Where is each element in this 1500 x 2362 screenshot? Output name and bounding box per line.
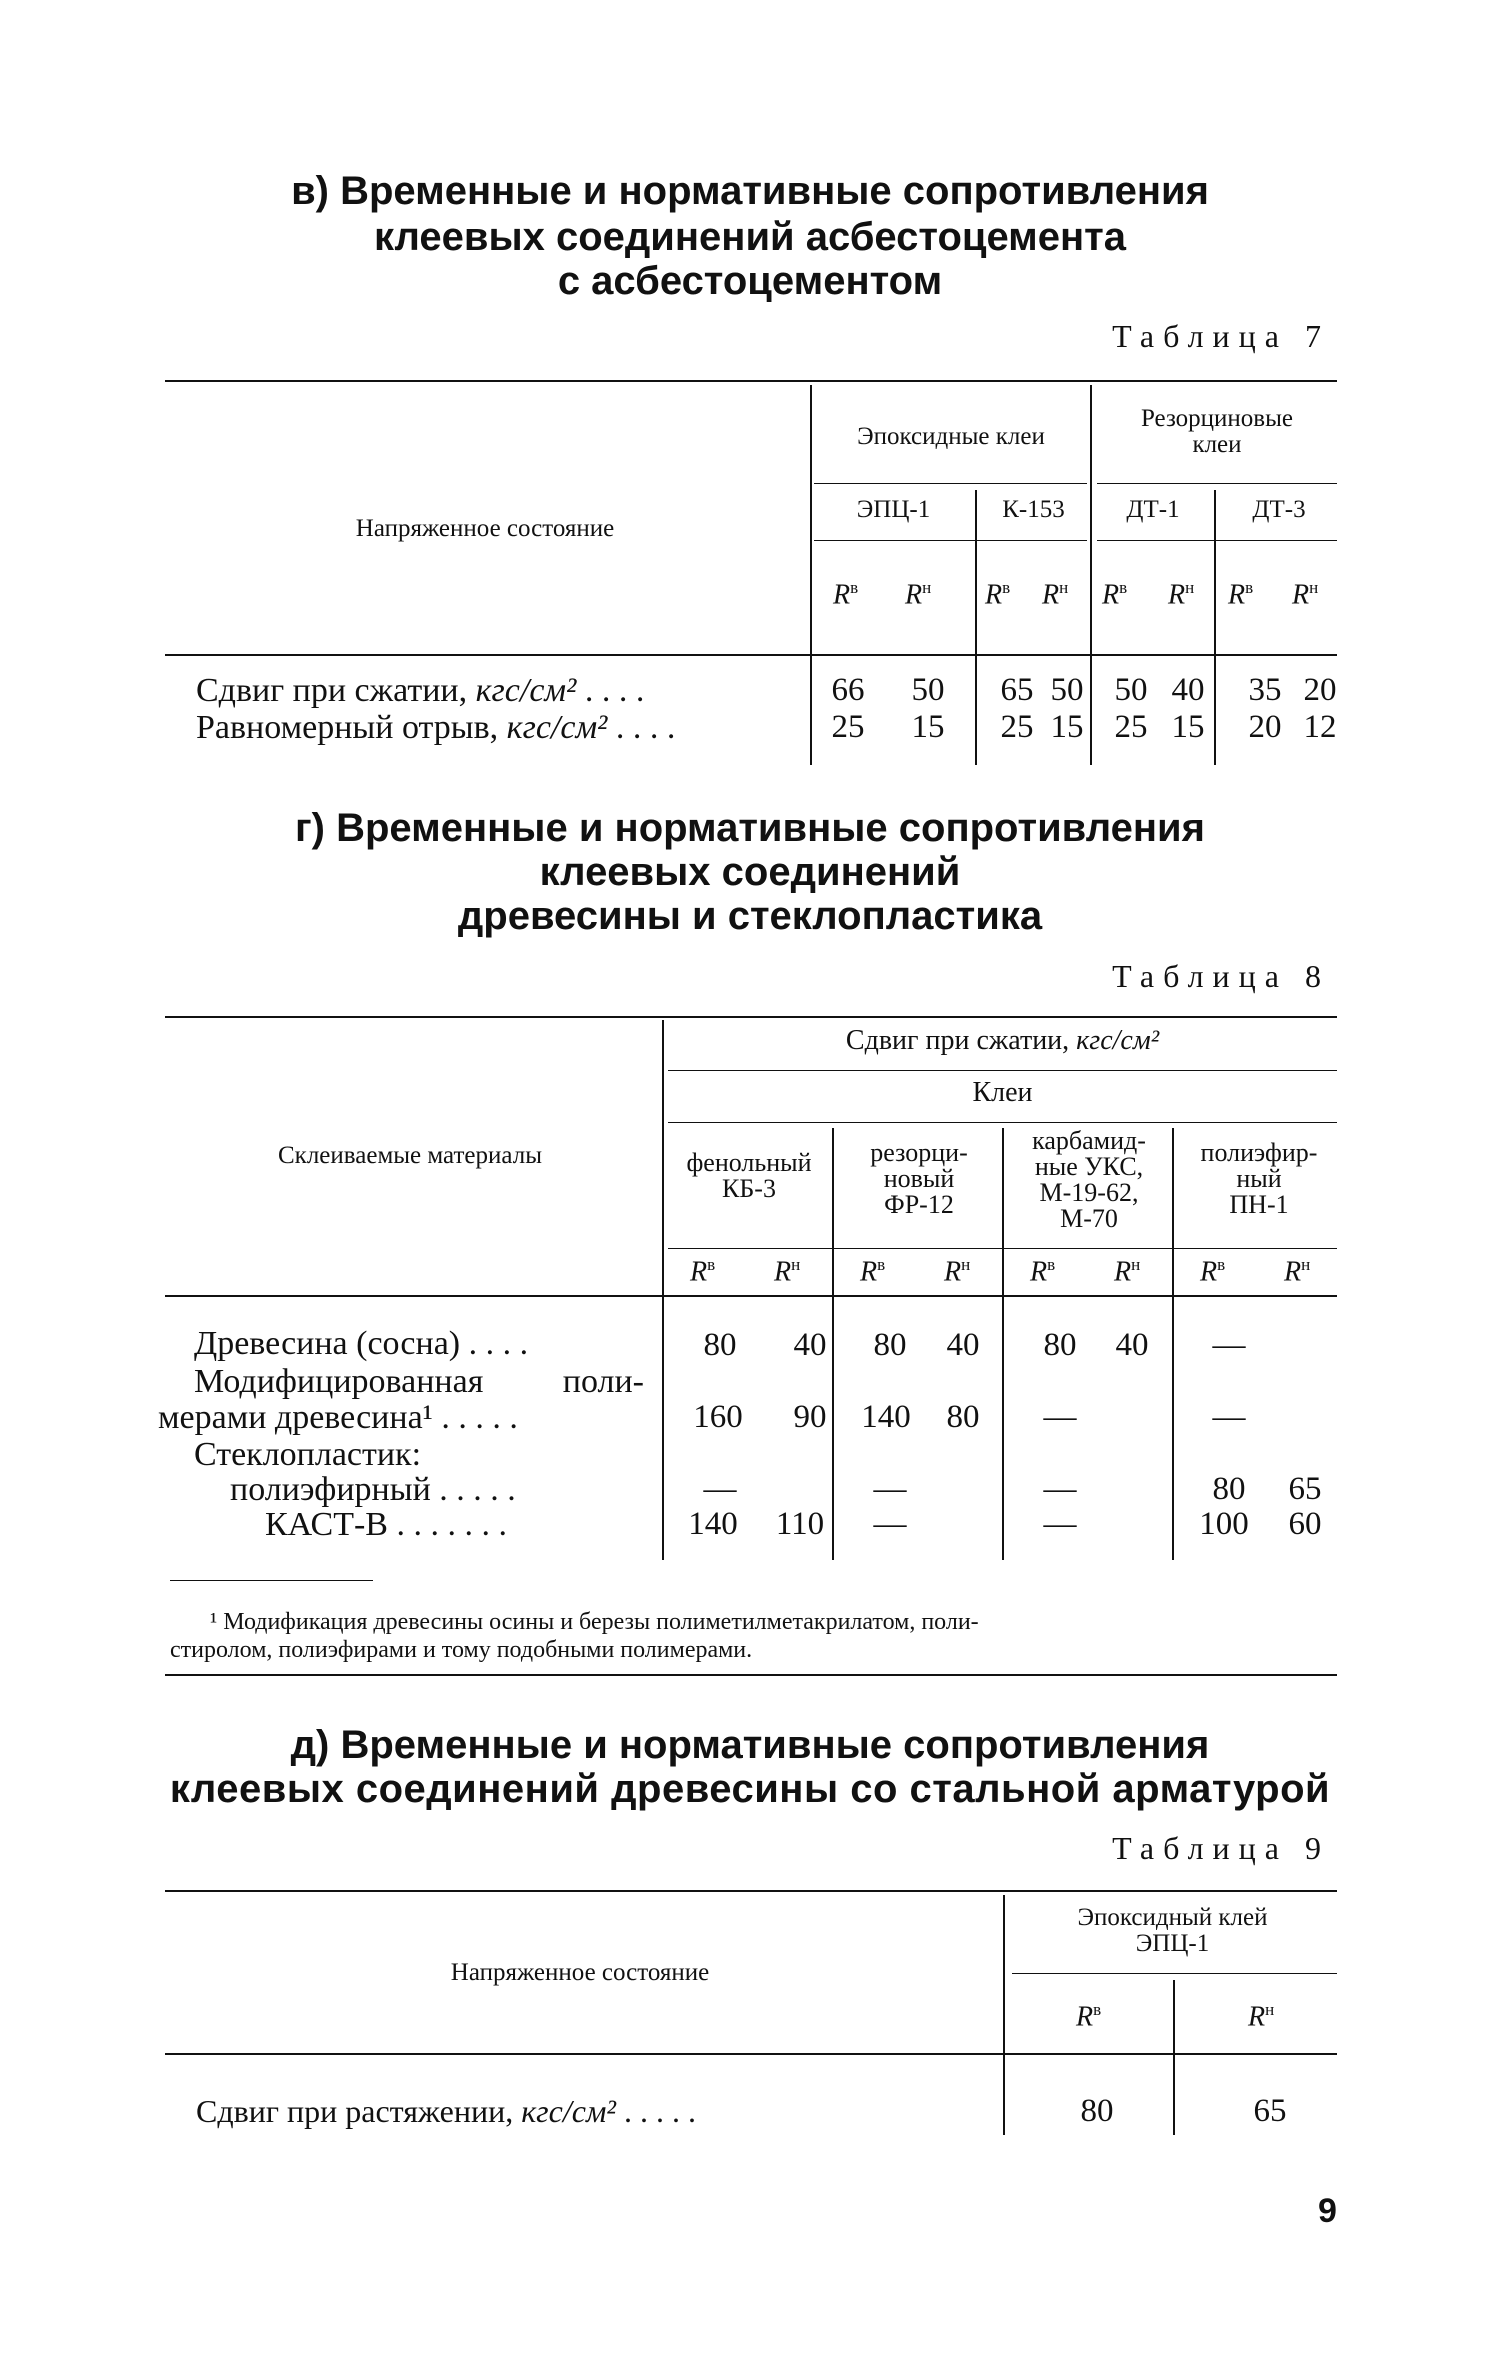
table9-label: Таблица 9 — [1112, 1830, 1330, 1866]
table8-glue-resorcinol: резорци- новый ФР-12 — [870, 1138, 968, 1219]
table8-row-label: КАСТ-В . . . . . . . — [265, 1506, 507, 1543]
section-v-title-line3: с асбестоцементом — [557, 259, 943, 303]
table8-head-materials: Склеиваемые материалы — [278, 1142, 542, 1169]
table7-row-label: Сдвиг при сжатии, кгс/см² . . . . — [196, 672, 645, 709]
table8-head-glues: Клеи — [972, 1077, 1033, 1108]
table9-head-glue: Эпоксидный клей ЭПЦ-1 — [1077, 1904, 1268, 1957]
table9-rv: $R^в$ — [1076, 2000, 1102, 2033]
table8-glue-phenolic: фенольный КБ-3 — [686, 1148, 812, 1203]
table7-sub-dt1: ДТ-1 — [1126, 496, 1180, 523]
section-d-title-line1: д) Временные и нормативные сопротивления — [290, 1723, 1210, 1767]
table8-glue-polyester: полиэфир- ный ПН-1 — [1200, 1138, 1318, 1219]
table8-row-label: полиэфирный . . . . . — [230, 1471, 516, 1508]
table8-row-label: Древесина (сосна) . . . . — [194, 1325, 529, 1362]
table7-sub-dt3: ДТ-3 — [1252, 496, 1306, 523]
footnote-rule — [170, 1580, 373, 1581]
page-number: 9 — [1318, 2192, 1337, 2230]
table8-head-shear: Сдвиг при сжатии, кгс/см² — [845, 1025, 1160, 1056]
section-v-title-line1: в) Временные и нормативные сопротивления — [291, 169, 1209, 213]
section-d-title-line2: клеевых соединений древесины со стальной арматурой — [169, 1767, 1331, 1811]
table9-cell-rn: 65 — [1253, 2093, 1287, 2129]
section-v-title-line2: клеевых соединений асбестоцемента — [373, 215, 1127, 259]
section-divider — [165, 1674, 1337, 1676]
table9-row-label: Сдвиг при растяжении, кгс/см² . . . . . — [196, 2093, 696, 2129]
table8-glue-carbamide: карбамид- ные УКС, М-19-62, М-70 — [1032, 1126, 1146, 1233]
table8-row-label: Модифицированная поли- — [194, 1363, 644, 1400]
table9-rn: $R^н$ — [1248, 2000, 1275, 2033]
table7-group-epoxy: Эпоксидные клеи — [857, 423, 1045, 450]
table9-cell-rv: 80 — [1080, 2093, 1114, 2129]
table7-group-resorc: Резорциновые клеи — [1140, 405, 1294, 458]
footnote-line1: ¹ Модификация древесины осины и березы полиметилметакрилатом, поли- — [210, 1609, 979, 1635]
table7-sub-epc1: ЭПЦ-1 — [856, 496, 931, 523]
table7-head-state: Напряженное состояние — [355, 515, 615, 542]
table7-label: Таблица 7 — [1112, 318, 1330, 354]
section-g-title-line1: г) Временные и нормативные сопротивления — [295, 806, 1205, 850]
section-g-title-line3: древесины и стеклопластика — [457, 894, 1043, 938]
table8-label: Таблица 8 — [1112, 958, 1330, 994]
section-g-title-line2: клеевых соединений — [539, 850, 961, 894]
table8-row-label: Стеклопластик: — [194, 1436, 422, 1473]
table7-sub-k153: К-153 — [1002, 496, 1065, 523]
table9-head-state: Напряженное состояние — [450, 1959, 710, 1986]
table8-row-label: мерами древесина¹ . . . . . — [158, 1399, 518, 1436]
table7-row-label: Равномерный отрыв, кгс/см² . . . . — [196, 709, 676, 746]
footnote-line2: стиролом, полиэфирами и тому подобными полимерами. — [170, 1637, 753, 1663]
